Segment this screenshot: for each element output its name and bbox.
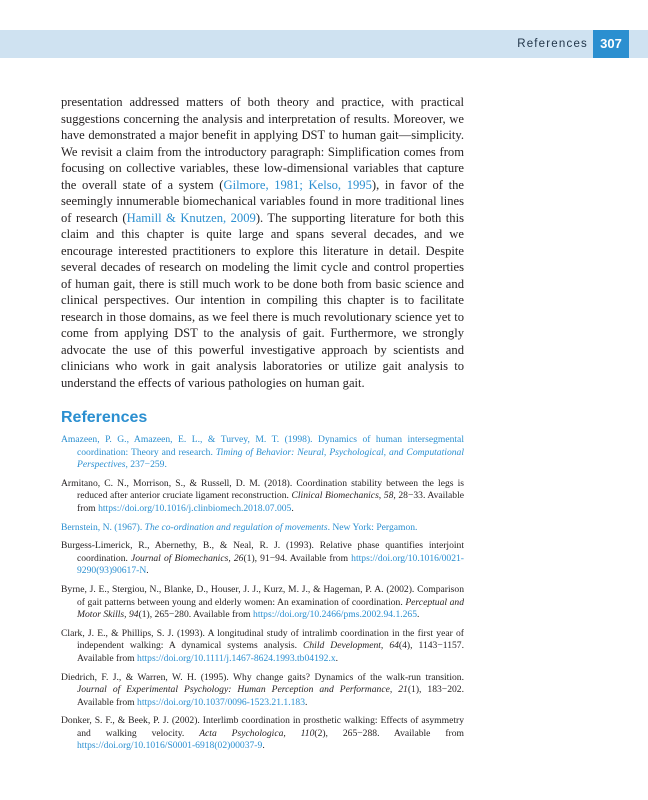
reference-end: . — [262, 740, 265, 752]
reference-clark — [61, 628, 464, 666]
references-heading: References — [61, 409, 148, 426]
body-text-3: ). The supporting literature for both this claim and this chapter is quite large and spans several decades, and we encourage interested practitioners to explore this literature in detail. Despite several decades of research on modeling the limit cycle and control properties of human gait, there is still much work to be done both from basic science and clinical perspectives. Our intention in compiling this chapter is to facilitate research in those domains, as we feel there is much revolutionary science yet to come from applying DST to the analysis of gait. Furthermore, we strongly advocate the use of this powerful investigative approach by scientists and clinicians who work in gait analysis laboratories or utilize gait analysis to understand the effects of various pathologies on human gait. — [61, 210, 464, 390]
reference-text: Clark, J. E., & Phillips, S. J. (1993). A longitudinal study of intralimb coordination in the first year of independent walking: A dynamical systems analysis. — [61, 627, 464, 652]
reference-armitano — [61, 478, 464, 516]
reference-end: . — [291, 502, 294, 514]
reference-text: Byrne, J. E., Stergiou, N., Blanke, D., Houser, J. J., Kurz, M. J., & Hageman, P. A. (2002). Comparison of gait patterns between young and elderly women: An examination of coordination. — [61, 583, 464, 608]
reference-tail: (1), 183−202. Available from — [77, 684, 464, 708]
reference-text: Diedrich, F. J., & Warren, W. H. (1995). Why change gaits? Dynamics of the walk-run transition. — [61, 671, 464, 683]
reference-doi-link[interactable]: https://doi.org/10.2466/pms.2002.94.1.265 — [253, 609, 418, 621]
reference-text: Burgess-Limerick, R., Abernethy, B., & Neal, R. J. (1993). Relative phase quantifies interjoint coordination. — [61, 540, 464, 564]
reference-doi-link[interactable]: https://doi.org/10.1037/0096-1523.21.1.183 — [137, 696, 306, 708]
reference-tail: (2), 265−288. Available from — [314, 727, 464, 739]
reference-text: Bernstein, N. (1967). — [61, 521, 145, 533]
running-head: References — [517, 38, 588, 50]
reference-journal: Child Development, 64 — [302, 640, 399, 652]
body-text-2: ), in favor of the seemingly innumerable biomechanical variables found in more traditional lines of research ( — [61, 177, 464, 225]
reference-end: . — [417, 609, 420, 621]
reference-end: . — [305, 696, 308, 708]
reference-doi-link[interactable]: https://doi.org/10.1111/j.1467-8624.1993.tb04192.x — [137, 652, 336, 664]
reference-bernstein[interactable] — [61, 522, 464, 535]
reference-journal: Acta Psychologica, 110 — [199, 727, 315, 739]
reference-text: Amazeen, P. G., Amazeen, E. L., & Turvey, M. T. (1998). Dynamics of human intersegmental coordination: Theory and research. — [61, 434, 464, 458]
body-text-1: presentation addressed matters of both theory and practice, with practical suggestions concerning the analysis and interpretation of results. Moreover, we have demonstrated a major benefit in applying DST to human gait—simplicity. We revisit a claim from the introductory paragraph: Simplification comes from focusing on collective variables, these low-dimensional variables that capture the overall state of a system ( — [61, 95, 464, 192]
reference-burgess-limerick — [61, 540, 464, 578]
reference-tail: . New York: Pergamon. — [327, 521, 418, 533]
reference-journal: Perceptual and Motor Skills, 94 — [77, 596, 464, 621]
reference-amazeen[interactable] — [61, 434, 464, 472]
reference-donker — [61, 715, 464, 753]
reference-tail: (1), 91−94. Available from — [243, 552, 352, 564]
reference-list — [61, 434, 464, 759]
reference-tail: , 237−259. — [125, 459, 167, 471]
citation-gilmore-kelso[interactable]: Gilmore, 1981; Kelso, 1995 — [223, 177, 372, 192]
reference-tail: (1), 265−280. Available from — [138, 609, 254, 621]
body-paragraph — [61, 94, 464, 391]
reference-journal: Journal of Biomechanics, 26 — [131, 552, 244, 564]
reference-journal: Clinical Biomechanics, 58 — [291, 490, 394, 502]
citation-hamill-knutzen[interactable]: Hamill & Knutzen, 2009 — [126, 210, 256, 225]
reference-text: Donker, S. F., & Beek, P. J. (2002). Interlimb coordination in prosthetic walking: Effects of asymmetry and walking velocity. — [61, 715, 464, 739]
reference-journal: The co-ordination and regulation of movements — [144, 521, 328, 533]
reference-tail: (4), 1143−1157. Available from — [77, 640, 464, 664]
reference-end: . — [146, 565, 149, 577]
reference-doi-link[interactable]: https://doi.org/10.1016/j.clinbiomech.2018.07.005 — [98, 502, 292, 514]
reference-doi-link[interactable]: https://doi.org/10.1016/S0001-6918(02)00037-9 — [77, 740, 263, 752]
reference-byrne — [61, 584, 464, 622]
reference-text: Armitano, C. N., Morrison, S., & Russell, D. M. (2018). Coordination stability between the legs is reduced after anterior cruciate ligament reconstruction. — [61, 477, 464, 502]
reference-diedrich — [61, 672, 464, 710]
page-number: 307 — [593, 30, 629, 58]
reference-tail: , 28−33. Available from — [77, 490, 464, 514]
reference-journal: Timing of Behavior: Neural, Psychological, and Computational Perspectives — [77, 446, 464, 471]
reference-end: . — [335, 652, 339, 664]
reference-doi-link[interactable]: https://doi.org/10.1016/0021-9290(93)90617-N — [77, 552, 464, 577]
reference-journal: Journal of Experimental Psychology: Human Perception and Performance, 21 — [77, 684, 408, 696]
